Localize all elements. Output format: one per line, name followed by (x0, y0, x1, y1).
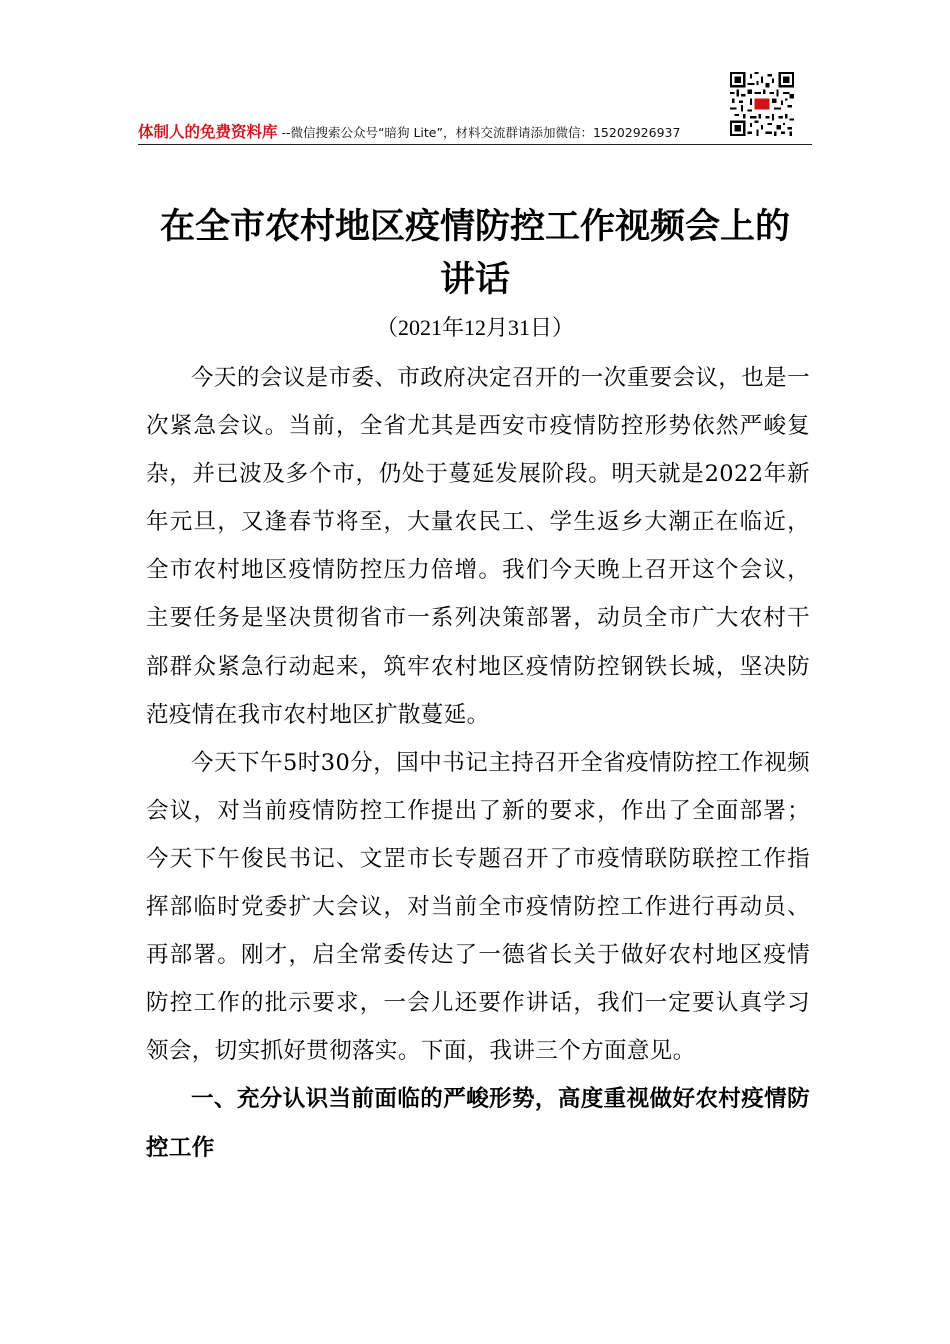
title-line-1: 在全市农村地区疫情防控工作视频会上的 (159, 206, 790, 247)
qr-code-icon (730, 72, 794, 136)
document-date: （2021年12月31日） (375, 315, 574, 340)
title-line-2: 讲话 (439, 259, 510, 300)
header-rule (138, 144, 812, 145)
header-brand: 体制人的免费资料库 (138, 123, 278, 141)
paragraph: 今天的会议是市委、市政府决定召开的一次重要会议，也是一次紧急会议。当前，全省尤其是西安市疫情防控形势依然严峻复杂，并已波及多个市，仍处于蔓延发展阶段。明天就是2022年新年元旦，又逢春节将至，大量农民工、学生返乡大潮正在临近，全市农村地区疫情防控压力倍增。我们今天晚上召开这个会议，主要任务是坚决贯彻省市一系列决策部署，动员全市广大农村干部群众紧急行动起来，筑牢农村地区疫情防控钢铁长城，坚决防范疫情在我市农村地区扩散蔓延。 (146, 365, 810, 728)
section-heading: 一、充分认识当前面临的严峻形势，高度重视做好农村疫情防控工作 (146, 1086, 810, 1161)
header-tagline: --微信搜索公众号“暗狗 Lite”，材料交流群请添加微信：15202926937 (277, 125, 681, 140)
page-header (138, 120, 812, 142)
paragraph: 今天下午5时30分，国中书记主持召开全省疫情防控工作视频会议，对当前疫情防控工作提出了新的要求，作出了全面部署；今天下午俊民书记、文罡市长专题召开了市疫情联防联控工作指挥部临时党委扩大会议，对当前全市疫情防控工作进行再动员、再部署。刚才，启全常委传达了一德省长关于做好农村地区疫情防控工作的批示要求，一会儿还要作讲话，我们一定要认真学习领会，切实抓好贯彻落实。下面，我讲三个方面意见。 (146, 749, 810, 1065)
document-body (146, 354, 810, 1172)
document-title (140, 200, 810, 306)
